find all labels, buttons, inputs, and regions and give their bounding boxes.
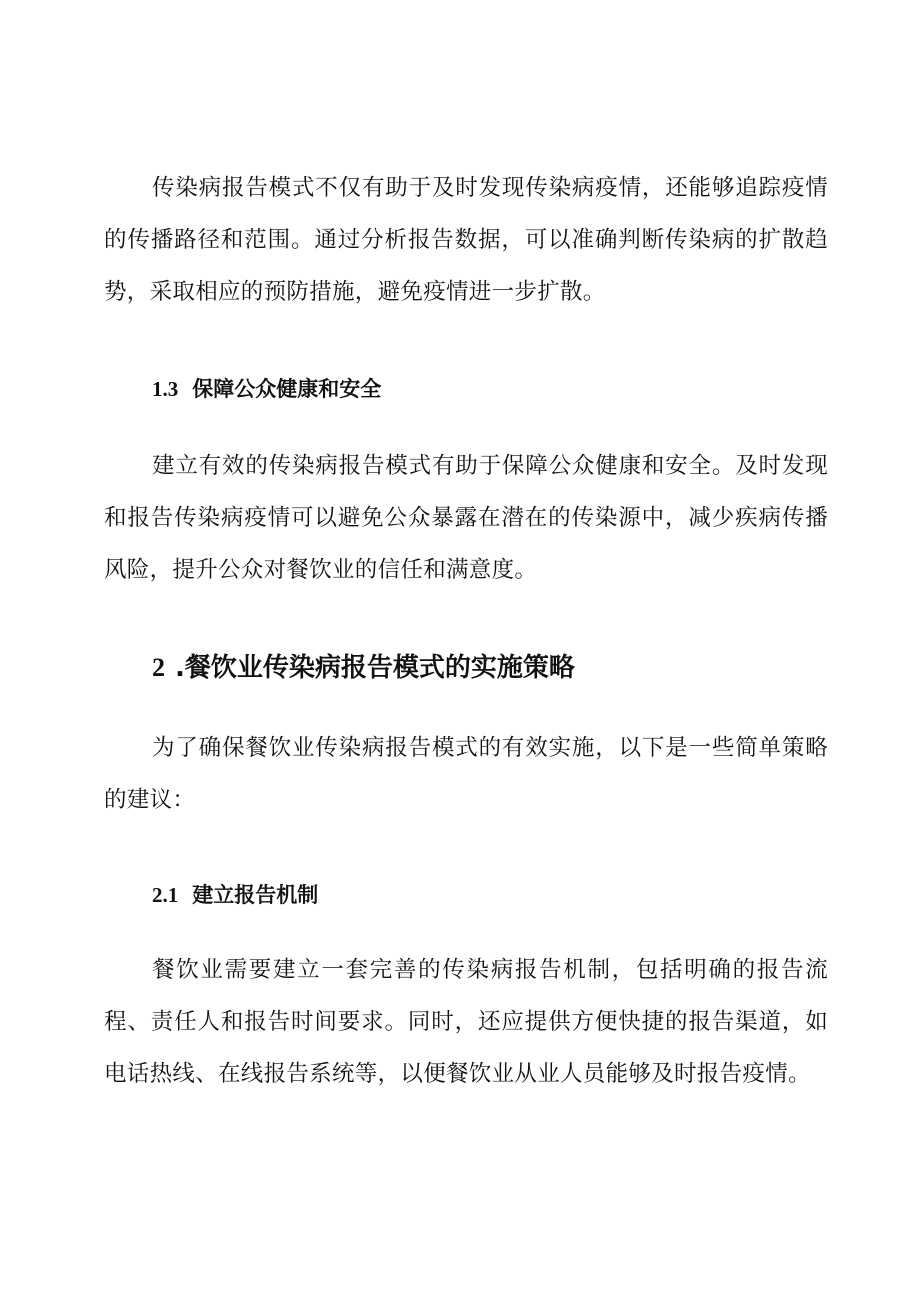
section-heading-1-3 (152, 374, 381, 404)
body-paragraph: 餐饮业需要建立一套完善的传染病报告机制，包括明确的报告流程、责任人和报告时间要求。同时，还应提供方便快捷的报告渠道，如电话热线、在线报告系统等，以便餐饮业从业人员能够及时报告疫情。 (104, 957, 828, 1087)
section-heading-2-1 (152, 880, 318, 910)
body-paragraph: 传染病报告模式不仅有助于及时发现传染病疫情，还能够追踪疫情的传播路径和范围。通过分析报告数据，可以准确判断传染病的扩散趋势，采取相应的预防措施，避免疫情进一步扩散。 (104, 175, 828, 305)
section-title: 建立报告机制 (192, 883, 319, 907)
section-title: 保障公众健康和安全 (192, 377, 382, 401)
body-paragraph: 为了确保餐饮业传染病报告模式的有效实施，以下是一些简单策略的建议： (104, 735, 828, 813)
section-heading-2 (152, 650, 575, 686)
body-paragraph: 建立有效的传染病报告模式有助于保障公众健康和安全。及时发现和报告传染病疫情可以避免公众暴露在潜在的传染源中，减少疾病传播风险，提升公众对餐饮业的信任和满意度。 (104, 453, 828, 583)
section-title: .餐饮业传染病报告模式的实施策略 (175, 653, 575, 683)
section-number: 2.1 (152, 883, 179, 907)
section-number: 2 (152, 653, 165, 682)
section-number: 1.3 (152, 377, 179, 401)
